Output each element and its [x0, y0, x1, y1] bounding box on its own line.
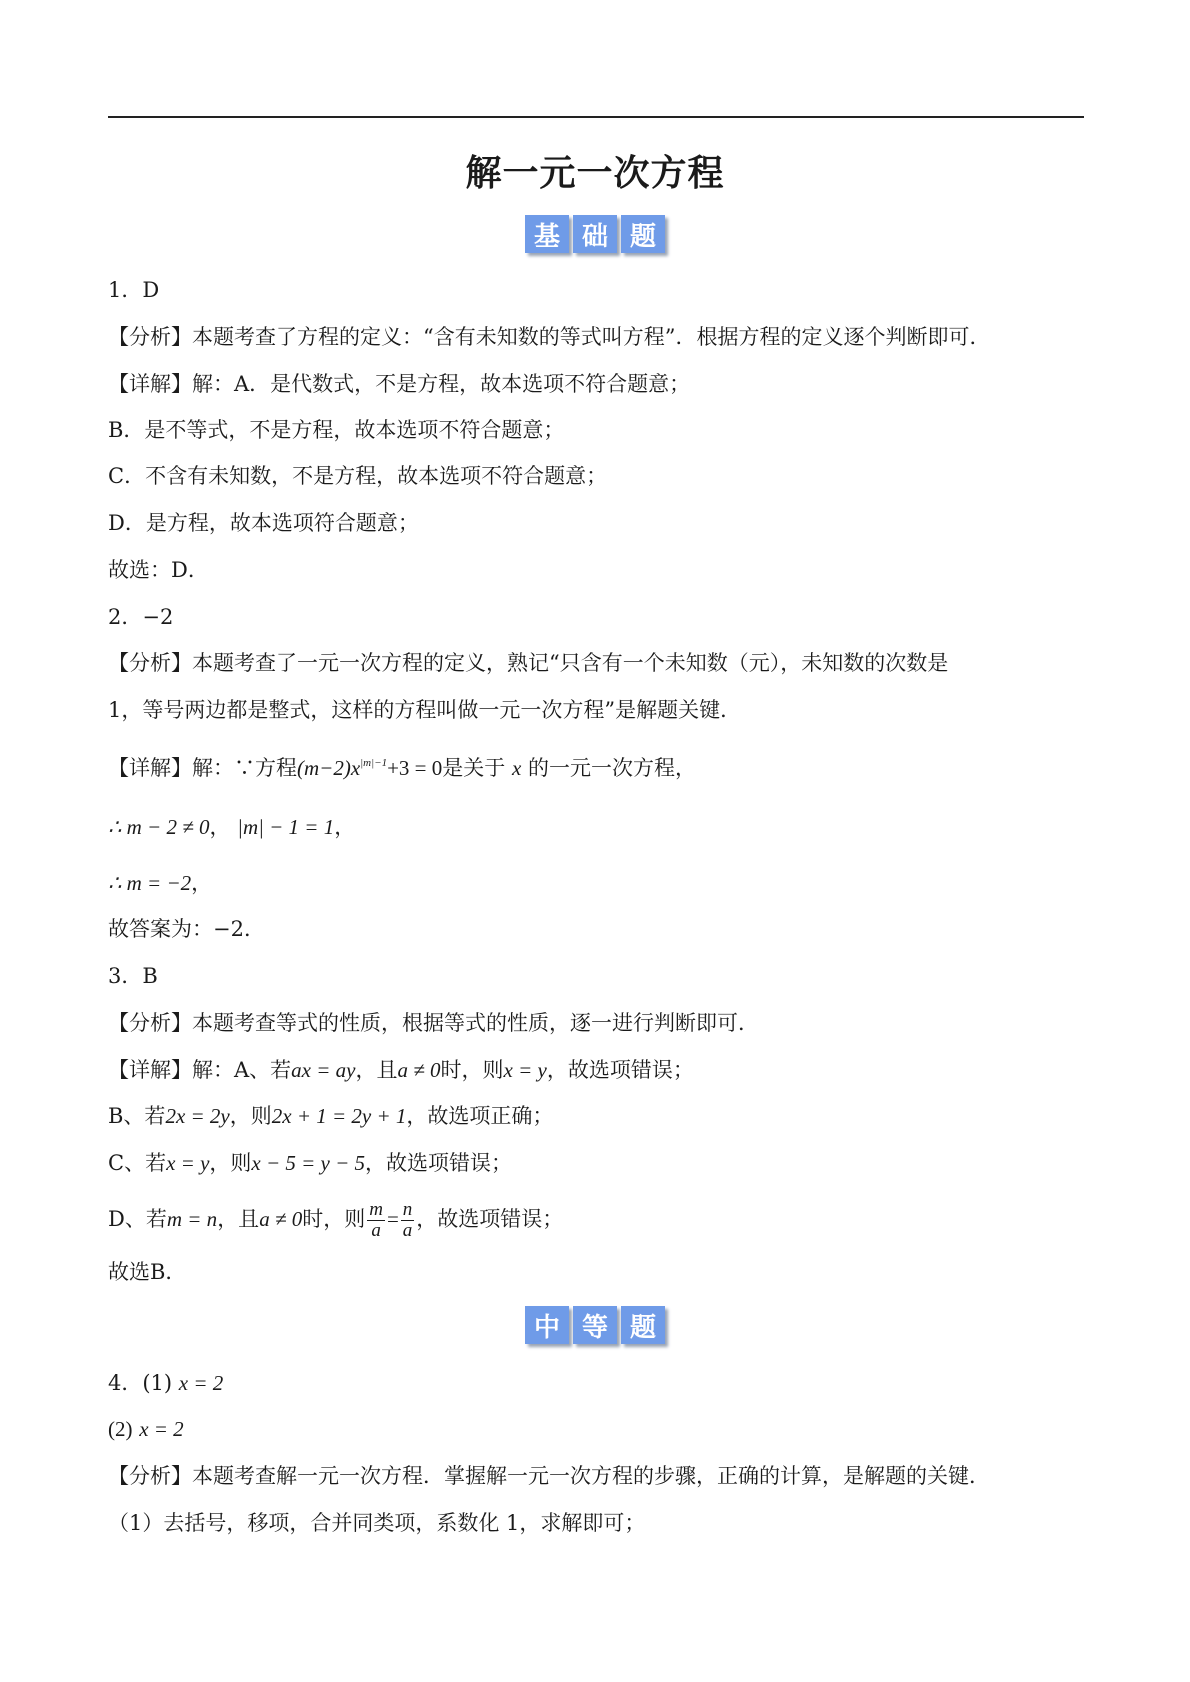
q1-option-c: C．不含有未知数，不是方程，故本选项不符合题意；	[108, 464, 608, 488]
q3-d-eq2: a ≠ 0	[259, 1207, 303, 1231]
q3-detail-eq3: x = y	[503, 1058, 547, 1082]
q2-step1-sep: ，	[209, 815, 231, 839]
q4-answer2-prefix: (2)	[108, 1417, 133, 1441]
q2-conclusion: 故答案为：−2．	[108, 917, 265, 941]
section-medium-char: 题	[621, 1306, 665, 1344]
q3-c-eq2: x − 5 = y − 5	[251, 1151, 366, 1175]
q3-d-eq-sign: =	[386, 1207, 399, 1231]
q2-step1-eq2: |m| − 1 = 1	[237, 815, 335, 839]
q4-answer2-eq: x = 2	[139, 1417, 184, 1441]
q3-option-d	[108, 1200, 563, 1241]
q4-answer1-eq: x = 2	[178, 1371, 224, 1395]
q3-analysis: 【分析】本题考查等式的性质，根据等式的性质，逐一进行判断即可．	[108, 1011, 759, 1035]
q3-c-eq1: x = y	[166, 1151, 210, 1175]
q2-step1-eq1: ∴ m − 2 ≠ 0	[108, 815, 210, 839]
q2-equation-part1: (m−2)x	[297, 756, 361, 780]
q3-detail-mid: ，且	[355, 1058, 398, 1082]
q3-d-mid: ，且	[217, 1207, 260, 1231]
q3-d-end: ，故选项错误；	[416, 1207, 564, 1231]
q2-variable: x	[511, 756, 522, 780]
section-basic-char: 基	[525, 215, 569, 253]
q4-answer-1	[108, 1368, 223, 1398]
q4-analysis: 【分析】本题考查解一元一次方程．掌握解一元一次方程的步骤，正确的计算，是解题的关键．	[108, 1464, 990, 1488]
section-basic	[0, 215, 1190, 253]
q3-detail	[108, 1055, 694, 1085]
q3-conclusion: 故选B．	[108, 1260, 187, 1284]
q3-option-c	[108, 1148, 512, 1178]
q3-d-fraction-n	[401, 1200, 415, 1241]
q4-step1: （1）去括号，移项，合并同类项，系数化 1，求解即可；	[108, 1511, 646, 1535]
q3-b-mid: ，则	[229, 1104, 272, 1128]
section-medium	[0, 1306, 1190, 1344]
q2-detail-prefix: 【详解】解：∵方程	[108, 756, 297, 780]
q2-step1	[108, 812, 355, 842]
q2-step1-end: ，	[334, 815, 356, 839]
header-rule	[108, 116, 1084, 118]
section-medium-char: 中	[525, 1306, 569, 1344]
q1-answer: 1．D	[108, 278, 160, 302]
q3-answer: 3．B	[108, 964, 158, 988]
q3-d-mid2: 时，则	[302, 1207, 366, 1231]
q3-d-frac2-num: n	[402, 1199, 413, 1220]
q1-conclusion: 故选：D．	[108, 558, 209, 582]
q2-detail-suffix: 是关于	[442, 756, 506, 780]
page-title: 解一元一次方程	[465, 152, 725, 194]
q3-b-end: ，故选项正确；	[406, 1104, 554, 1128]
q2-detail-end: 的一元一次方程，	[527, 756, 696, 780]
q3-detail-end: ，故选项错误；	[546, 1058, 694, 1082]
q2-analysis-line1: 【分析】本题考查了一元一次方程的定义，熟记“只含有一个未知数（元），未知数的次数是	[108, 651, 949, 675]
q2-analysis-line2: 1，等号两边都是整式，这样的方程叫做一元一次方程”是解题关键．	[108, 698, 742, 722]
section-basic-char: 础	[573, 215, 617, 253]
q2-answer: 2．−2	[108, 605, 174, 629]
q3-detail-eq1: ax = ay	[291, 1058, 356, 1082]
section-basic-char: 题	[621, 215, 665, 253]
q3-b-eq1: 2x = 2y	[165, 1104, 230, 1128]
q1-analysis: 【分析】本题考查了方程的定义：“含有未知数的等式叫方程”．根据方程的定义逐个判断即可．	[108, 325, 991, 349]
q3-b-eq2: 2x + 1 = 2y + 1	[271, 1104, 407, 1128]
q3-d-frac1-den: a	[371, 1220, 381, 1241]
section-medium-char: 等	[573, 1306, 617, 1344]
q3-detail-eq2: a ≠ 0	[397, 1058, 441, 1082]
q3-d-fraction-m	[367, 1200, 385, 1241]
q3-c-mid: ，则	[209, 1151, 252, 1175]
q3-c-prefix: C、若	[108, 1151, 167, 1175]
q3-d-frac1-num: m	[369, 1199, 383, 1220]
q1-option-b: B．是不等式，不是方程，故本选项不符合题意；	[108, 418, 565, 442]
q4-answer-2	[108, 1414, 184, 1444]
q2-step2	[108, 868, 212, 898]
q3-detail-prefix: 【详解】解：A、若	[108, 1058, 292, 1082]
q1-option-d: D．是方程，故本选项符合题意；	[108, 511, 419, 535]
q2-equation-part2: +3 = 0	[387, 756, 443, 780]
q3-d-frac2-den: a	[402, 1220, 413, 1241]
q2-detail	[108, 748, 696, 783]
q2-step2-eq: ∴ m = −2	[108, 871, 192, 895]
q3-option-b	[108, 1101, 553, 1131]
q2-equation-exponent: |m|−1	[360, 757, 388, 769]
q3-c-end: ，故选项错误；	[365, 1151, 513, 1175]
q4-answer-prefix: 4．(1)	[108, 1371, 173, 1395]
q1-detail: 【详解】解：A．是代数式，不是方程，故本选项不符合题意；	[108, 372, 691, 396]
q3-detail-mid2: 时，则	[440, 1058, 504, 1082]
q3-d-eq1: m = n	[166, 1207, 218, 1231]
q3-d-prefix: D、若	[108, 1207, 167, 1231]
q2-step2-end: ，	[191, 871, 213, 895]
q3-b-prefix: B、若	[108, 1104, 166, 1128]
